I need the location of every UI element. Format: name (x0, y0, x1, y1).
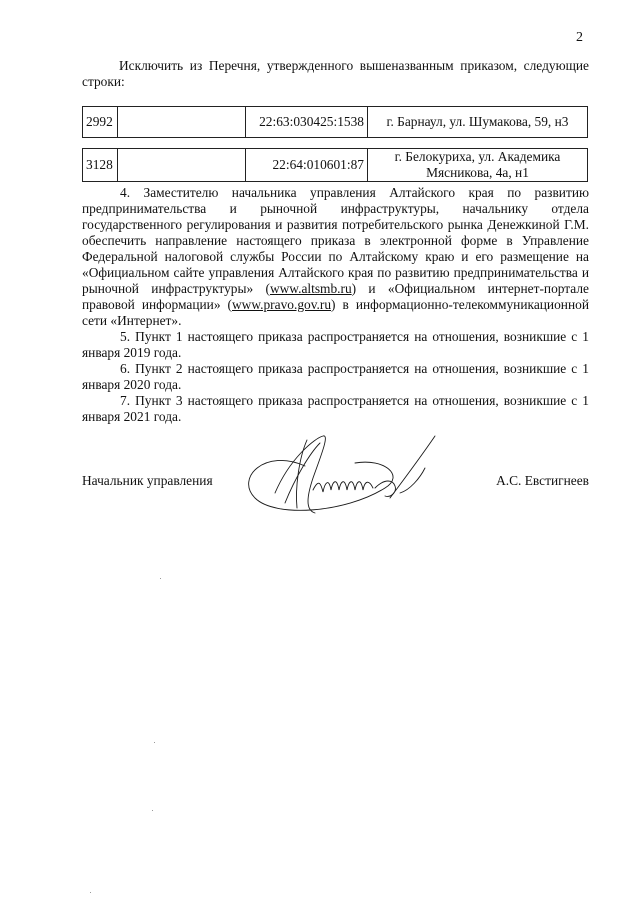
paragraph-6: 6. Пункт 2 настоящего приказа распространяется на отношения, возникшие с 1 января 2020 года. (82, 361, 589, 392)
signature-icon (235, 418, 455, 528)
address-cell: г. Белокуриха, ул. Академика Мясникова, 4а, н1 (368, 148, 588, 182)
pravo-link[interactable]: www.pravo.gov.ru (232, 297, 332, 312)
table-row (82, 106, 588, 138)
excluded-rows-table (82, 96, 588, 192)
paragraph-5: 5. Пункт 1 настоящего приказа распространяется на отношения, возникшие с 1 января 2019 года. (82, 329, 589, 360)
empty-cell (118, 148, 246, 182)
altsmb-link[interactable]: www.altsmb.ru (269, 281, 352, 296)
body-text (82, 185, 589, 425)
table-row (82, 148, 588, 182)
intro-paragraph: Исключить из Перечня, утвержденного вышеназванным приказом, следующие строки: (82, 58, 589, 89)
scan-dot (160, 578, 161, 579)
page-number: 2 (576, 30, 583, 45)
cadastral-number: 22:63:030425:1538 (246, 106, 368, 138)
signatory-name: А.С. Евстигнеев (496, 473, 589, 488)
paragraph-4: 4. Заместителю начальника управления Алтайского края по развитию предпринимательства и рыночной инфраструктуры, начальнику отдела государственного регулирования и развития потребительского рынка Денежкиной Г.М. обеспечить направление настоящего приказа в электронной форме в Управление Федеральной налоговой службы России по Алтайскому краю и его размещение на «Официальном сайте управления Алтайского края по развитию предпринимательства и рыночной инфраструктуры» (www.altsmb.ru) и «Официальном интернет-портале правовой информации» (www.pravo.gov.ru) в информационно-телекоммуникационной сети «Интернет». (82, 185, 589, 328)
signatory-title: Начальник управления (82, 473, 213, 488)
scan-dot (90, 892, 91, 893)
row-number: 2992 (82, 106, 118, 138)
address-cell: г. Барнаул, ул. Шумакова, 59, н3 (368, 106, 588, 138)
empty-cell (118, 106, 246, 138)
cadastral-number: 22:64:010601:87 (246, 148, 368, 182)
paragraph-7: 7. Пункт 3 настоящего приказа распространяется на отношения, возникшие с 1 января 2021 года. (82, 393, 589, 424)
scan-dot (152, 810, 153, 811)
row-number: 3128 (82, 148, 118, 182)
scan-dot (154, 742, 155, 743)
